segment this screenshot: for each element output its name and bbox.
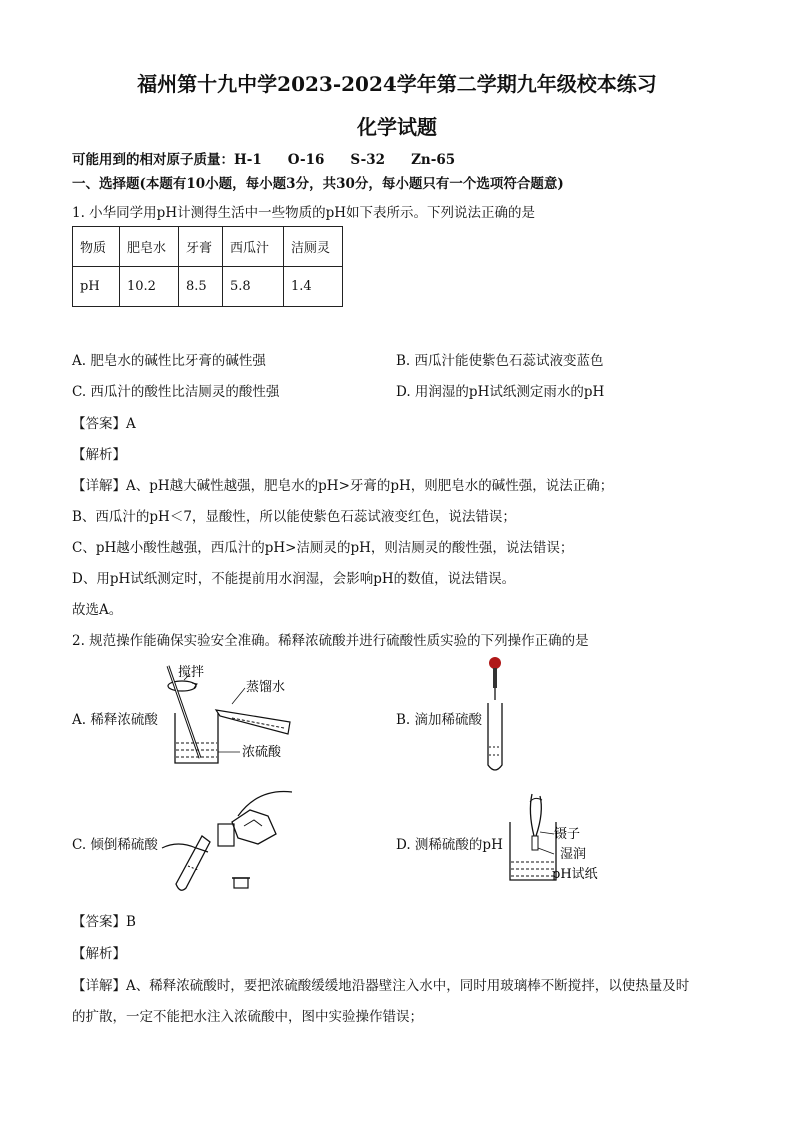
table-cell: 1.4	[284, 267, 343, 307]
table-cell: 10.2	[120, 267, 179, 307]
distilled-water-label: 蒸馏水	[246, 680, 286, 695]
q2-option-d: D. 测稀硫酸的pH	[396, 837, 503, 853]
ph-paper-label: pH试纸	[552, 867, 598, 882]
mass-h: H-1	[234, 152, 262, 168]
table-header-cell: 肥皂水	[120, 227, 179, 267]
dilution-figure	[160, 658, 320, 770]
tweezers-label: 镊子	[554, 827, 581, 842]
q2-stem: 2. 规范操作能确保实验安全准确。稀释浓硫酸并进行硫酸性质实验的下列操作正确的是	[72, 633, 589, 649]
q2-option-c: C. 倾倒稀硫酸	[72, 837, 158, 853]
atomic-masses	[72, 148, 481, 168]
q1-answer: 【答案】A	[72, 416, 136, 432]
stir-label: 搅拌	[178, 665, 205, 680]
q1-detail-line: 故选A。	[72, 602, 123, 618]
q1-option-c: C. 西瓜汁的酸性比洁厕灵的酸性强	[72, 384, 280, 400]
page-title: 福州第十九中学2023-2024学年第二学期九年级校本练习	[137, 72, 657, 96]
q2-answer: 【答案】B	[72, 914, 136, 930]
table-cell: 5.8	[223, 267, 284, 307]
page-subtitle: 化学试题	[357, 115, 437, 139]
pouring-figure	[158, 786, 298, 894]
conc-acid-label: 浓硫酸	[242, 745, 282, 760]
table-header-cell: 西瓜汁	[223, 227, 284, 267]
table-header-cell: 洁厕灵	[284, 227, 343, 267]
section-heading: 一、选择题(本题有10小题，每小题3分，共30分，每小题只有一个选项符合题意)	[72, 176, 564, 192]
table-header-row	[73, 227, 343, 267]
ph-table	[72, 226, 343, 307]
dropping-figure	[482, 655, 512, 777]
mass-s: S-32	[350, 152, 386, 168]
mass-zn: Zn-65	[411, 152, 456, 168]
q1-detail-line: B、西瓜汁的pH＜7，显酸性，所以能使紫色石蕊试液变红色，说法错误；	[72, 509, 516, 525]
q1-analysis-label: 【解析】	[72, 447, 126, 463]
q2-detail-line: 【详解】A、稀释浓硫酸时，要把浓硫酸缓缓地沿器壁注入水中，同时用玻璃棒不断搅拌，以使热量及时	[72, 978, 690, 994]
atomic-masses-label: 可能用到的相对原子质量：	[72, 152, 234, 168]
q2-detail-line: 的扩散，一定不能把水注入浓硫酸中，图中实验操作错误；	[72, 1009, 423, 1025]
wet-label: 湿润	[560, 847, 587, 862]
mass-o: O-16	[287, 152, 325, 168]
q1-detail-line: C、pH越小酸性越强，西瓜汁的pH>洁厕灵的pH，则洁厕灵的酸性强，说法错误；	[72, 540, 574, 556]
table-cell: 8.5	[179, 267, 223, 307]
table-header-cell: 牙膏	[179, 227, 223, 267]
q1-option-b: B. 西瓜汁能使紫色石蕊试液变蓝色	[396, 353, 604, 369]
q1-option-a: A. 肥皂水的碱性比牙膏的碱性强	[72, 353, 266, 369]
table-header-cell: 物质	[73, 227, 120, 267]
ph-test-figure	[504, 792, 614, 888]
q2-option-a: A. 稀释浓硫酸	[72, 712, 158, 728]
table-cell: pH	[73, 267, 120, 307]
q1-stem: 1. 小华同学用pH计测得生活中一些物质的pH如下表所示。下列说法正确的是	[72, 205, 536, 221]
table-row	[73, 267, 343, 307]
q1-detail-line: D、用pH试纸测定时，不能提前用水润湿，会影响pH的数值，说法错误。	[72, 571, 516, 587]
q2-analysis-label: 【解析】	[72, 946, 126, 962]
q1-option-d: D. 用润湿的pH试纸测定雨水的pH	[396, 384, 605, 400]
q1-detail-line: 【详解】A、pH越大碱性越强，肥皂水的pH>牙膏的pH，则肥皂水的碱性强，说法正确；	[72, 478, 614, 494]
q2-option-b: B. 滴加稀硫酸	[396, 712, 483, 728]
